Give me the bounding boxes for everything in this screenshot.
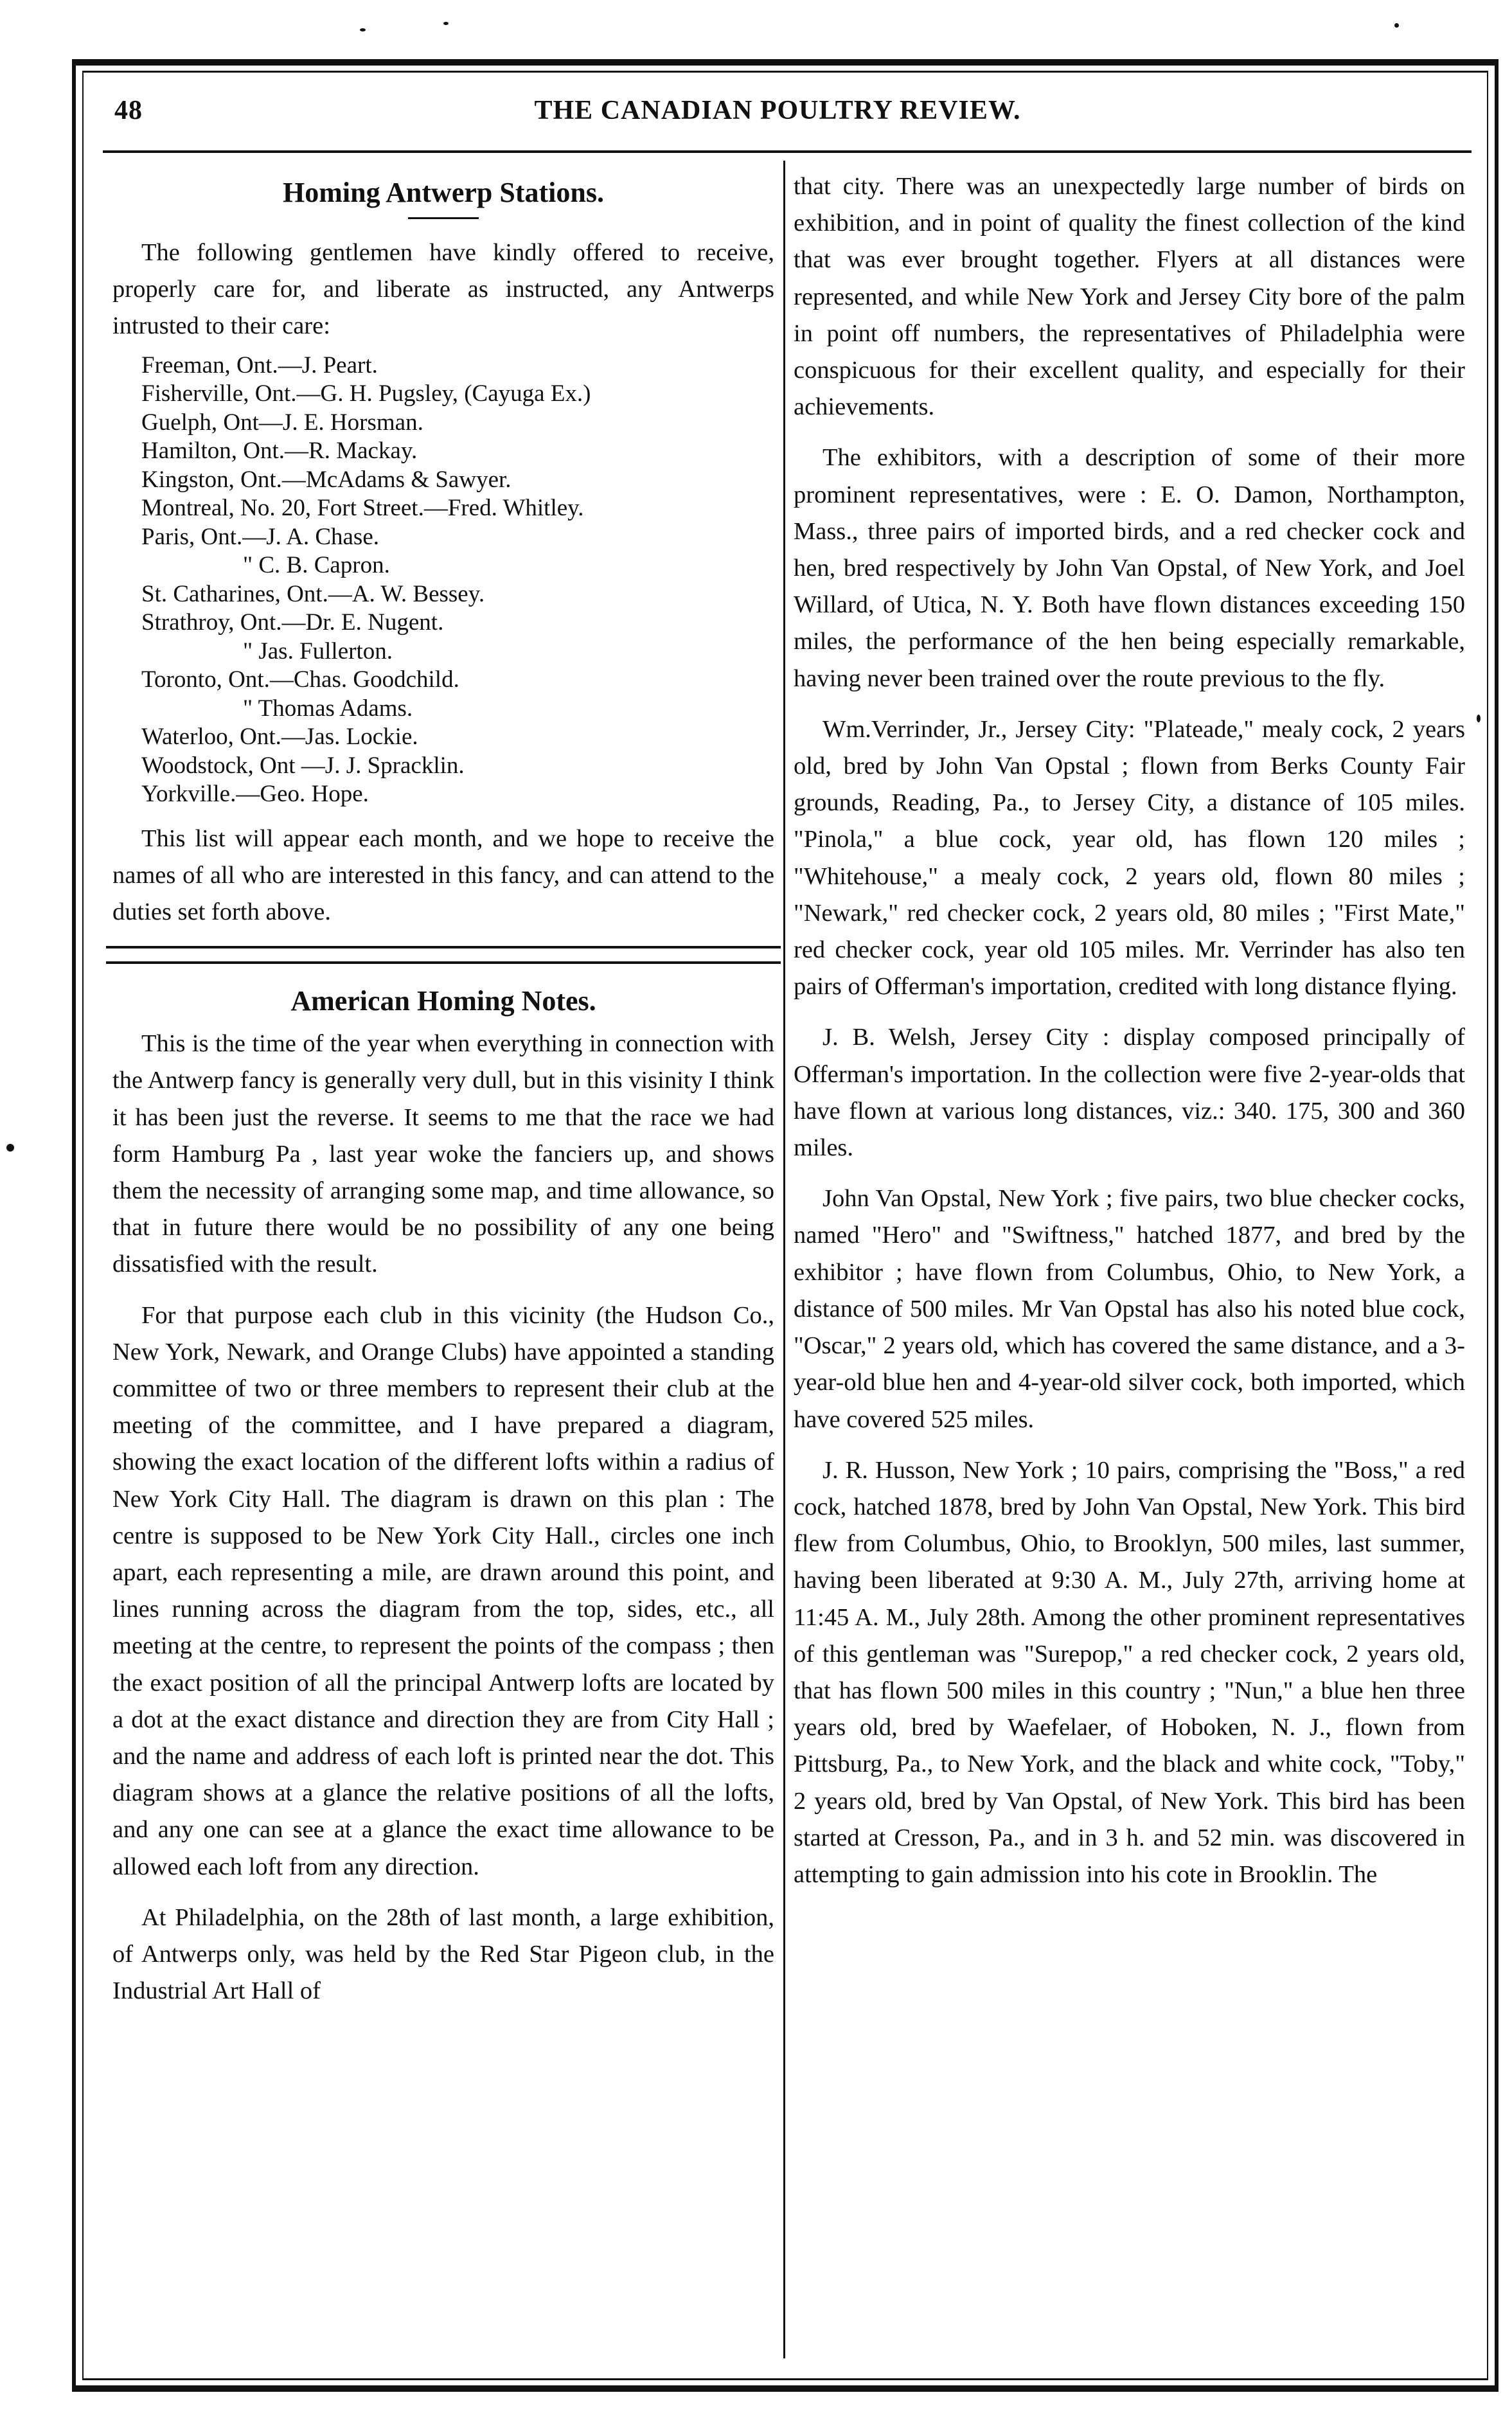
station-entry: St. Catharines, Ont.—A. W. Bessey.: [141, 580, 485, 607]
station-list: [141, 352, 774, 809]
running-title: THE CANADIAN POULTRY REVIEW.: [534, 96, 1021, 125]
right-column: [794, 168, 1465, 1893]
station-entry: " C. B. Capron.: [243, 552, 390, 579]
station-entry: " Thomas Adams.: [243, 695, 413, 722]
station-entry: Hamilton, Ont.—R. Mackay.: [141, 438, 418, 465]
article-paragraph-continued: that city. There was an unexpectedly large number of birds on exhibition, and in point of quality the finest collection of the kind that was ever brought together. Flyers at all distances were represented, and while New York and Jersey City bore of the palm in point off numbers, the representatives of Philadelphia were conspicuous for their excellent quality, and especially for their achievements.: [794, 173, 1465, 421]
section-break: [106, 946, 781, 964]
page-number: 48: [114, 96, 143, 125]
article-paragraph: Wm.Verrinder, Jr., Jersey City: "Plateade," mealy cock, 2 years old, bred by John Van Opstal ; flown from Berks County Fair grounds, Reading, Pa., to Jersey City, a distance of 105 miles. "Pinola," a blue cock, year old, has flown 120 miles ; "Whitehouse," a mealy cock, 2 years old, flown 80 miles ; "Newark," red checker cock, 2 years old, 80 miles ; "First Mate," red checker cock, year old 105 miles. Mr. Verrinder has also ten pairs of Offerman's importation, credited with long distance flying.: [794, 715, 1465, 1001]
article-paragraph: John Van Opstal, New York ; five pairs, two blue checker cocks, named "Hero" and "Swiftness," hatched 1877, and bred by the exhibitor ; have flown from Columbus, Ohio, to New York, a distance of 500 miles. Mr Van Opstal has also his noted blue cock, "Oscar," 2 years old, which has covered the same distance, and a 3-year-old blue hen and 4-year-old silver cock, both imported, which have covered 525 miles.: [794, 1185, 1465, 1433]
print-speck: [6, 1144, 14, 1152]
station-entry: Strathroy, Ont.—Dr. E. Nugent.: [141, 609, 444, 636]
print-speck: [360, 28, 366, 31]
stations-intro: The following gentlemen have kindly offered to receive, properly care for, and liberate as instructed, any Antwerps intrusted to their care:: [112, 239, 774, 340]
title-rule: [408, 217, 479, 219]
column-divider: [783, 161, 785, 2358]
station-entry: Kingston, Ont.—McAdams & Sawyer.: [141, 466, 511, 493]
stations-closing: This list will appear each month, and we hope to receive the names of all who are interested in this fancy, and can attend to the duties set forth above.: [112, 824, 774, 926]
station-entry: Paris, Ont.—J. A. Chase.: [141, 523, 379, 550]
article-paragraph: This is the time of the year when everything in connection with the Antwerp fancy is generally very dull, but in this visinity I think it has been just the reverse. It seems to me that the race we had form Hamburg Pa , last year woke the fanciers up, and shows them the necessity of arranging some map, and time allowance, so that in future there would be no possibility of any one being dissatisfied with the result.: [112, 1030, 774, 1278]
station-entry: Montreal, No. 20, Fort Street.—Fred. Whitley.: [141, 495, 584, 522]
station-entry: Guelph, Ont—J. E. Horsman.: [141, 409, 423, 436]
article-paragraph: For that purpose each club in this vicinity (the Hudson Co., New York, Newark, and Orange Clubs) have appointed a standing committee of two or three members to represent their club at the meeting of the committee, and I have prepared a diagram, showing the exact location of the different lofts within a radius of New York City Hall. The diagram is drawn on this plan : The centre is supposed to be New York City Hall., circles one inch apart, each representing a mile, are drawn around this point, and lines running across the diagram from the top, sides, etc., all meeting at the centre, to represent the points of the compass ; then the exact position of all the principal Antwerp lofts are located by a dot at the exact distance and direction they are from City Hall ; and the name and address of each loft is printed near the dot. This diagram shows at a glance the relative positions of all the lofts, and any one can see at a glance the exact time allowance to be allowed each loft from any direction.: [112, 1301, 774, 1880]
station-entry: " Jas. Fullerton.: [243, 637, 393, 664]
section-title-stations: Homing Antwerp Stations.: [283, 177, 604, 208]
station-entry: Toronto, Ont.—Chas. Goodchild.: [141, 666, 459, 693]
station-entry: Fisherville, Ont.—G. H. Pugsley, (Cayuga Ex.): [141, 380, 591, 407]
article-paragraph: J. R. Husson, New York ; 10 pairs, comprising the "Boss," a red cock, hatched 1878, bred by John Van Opstal, New York. This bird flew from Columbus, Ohio, to Brooklyn, 500 miles, last summer, having been liberated at 9:30 A. M., July 27th, arriving home at 11:45 A. M., July 28th. Among the other prominent representatives of this gentleman was "Surepop," a red checker cock, 2 years old, that has flown 500 miles in this country ; "Nun," a blue hen three years old, bred by Waefelaer, of Hoboken, N. J., flown from Pittsburg, Pa., to New York, and the black and white cock, "Toby," 2 years old, bred by Van Opstal, of New York. This bird has been started at Cresson, Pa., and in 3 h. and 52 min. was discovered in attempting to gain admission into his cote in Brooklin. The: [794, 1456, 1465, 1888]
print-speck: [1394, 23, 1399, 28]
section-title-notes: American Homing Notes.: [290, 985, 596, 1017]
print-speck: [1477, 715, 1481, 722]
station-entry: Woodstock, Ont —J. J. Spracklin.: [141, 752, 465, 779]
article-paragraph: J. B. Welsh, Jersey City : display composed principally of Offerman's importation. In the collection were five 2-year-olds that have flown at various long distances, viz.: 340. 175, 300 and 360 miles.: [794, 1024, 1465, 1162]
station-entry: Waterloo, Ont.—Jas. Lockie.: [141, 724, 418, 751]
article-paragraph: The exhibitors, with a description of some of their more prominent representatives, were : E. O. Damon, Northampton, Mass., three pairs of imported birds, and a red checker cock and hen, bred respectively by John Van Opstal, of New York, and Joel Willard, of Utica, N. Y. Both have flown distances exceeding 150 miles, the performance of the hen being especially remarkable, having never been trained over the route previous to the fly.: [794, 444, 1465, 692]
station-entry: Yorkville.—Geo. Hope.: [141, 781, 369, 808]
header-rule: [103, 150, 1472, 153]
article-paragraph: At Philadelphia, on the 28th of last month, a large exhibition, of Antwerps only, was held by the Red Star Pigeon club, in the Industrial Art Hall of: [112, 1903, 774, 2005]
left-column: [112, 168, 774, 2024]
page-header: [103, 95, 1452, 134]
station-entry: Freeman, Ont.—J. Peart.: [141, 352, 378, 378]
print-speck: [443, 22, 449, 25]
